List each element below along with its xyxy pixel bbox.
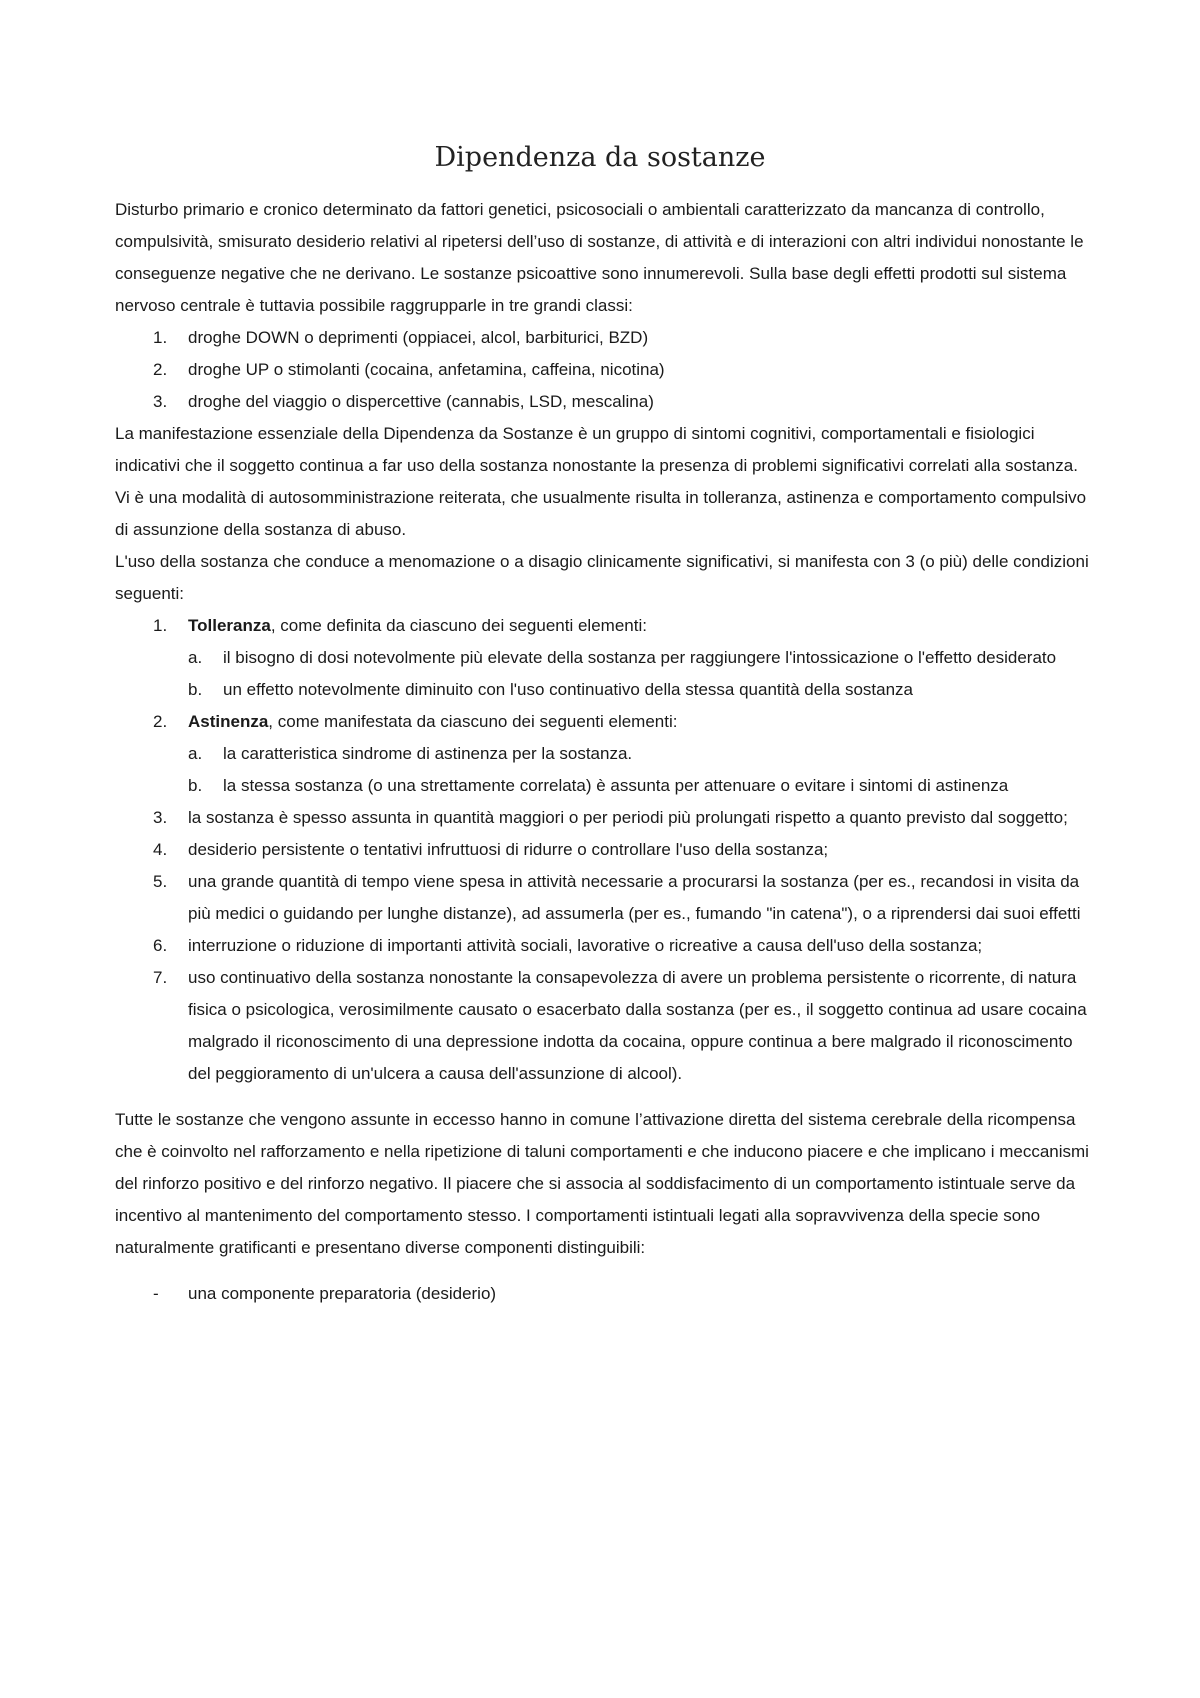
intro-paragraph: Disturbo primario e cronico determinato da fattori genetici, psicosociali o ambientali caratterizzato da mancanza di controllo, compulsività, smisurato desiderio relativi al ripetersi dell’uso di sostanze, di attività e di interazioni con altri individui nonostante le conseguenze negative che ne derivano. Le sostanze psicoattive sono innumerevoli. Sulla base degli effetti prodotti sul sistema nervoso centrale è tuttavia possibile raggrupparle in tre grandi classi: <box>115 200 1084 315</box>
document-body <box>115 194 1095 1310</box>
sub-item-text: un effetto notevolmente diminuito con l'uso continuativo della stessa quantità della sostanza <box>223 680 913 699</box>
sub-item <box>115 738 1095 770</box>
list-item <box>115 354 1095 386</box>
criterion-heading: Astinenza <box>188 712 269 731</box>
sub-letter: a. <box>188 744 203 763</box>
criterion-text: desiderio persistente o tentativi infruttuosi di ridurre o controllare l'uso della sostanza; <box>188 840 829 859</box>
sub-item <box>115 674 1095 706</box>
components-list <box>115 1278 1095 1310</box>
list-number: 3. <box>153 392 168 411</box>
criterion-item <box>115 866 1095 930</box>
list-number: 2. <box>153 712 168 731</box>
criterion-text: interruzione o riduzione di importanti attività sociali, lavorative o ricreative a causa dell'uso della sostanza; <box>188 936 983 955</box>
classes-list <box>115 322 1095 418</box>
list-item-text: droghe del viaggio o dispercettive (cannabis, LSD, mescalina) <box>188 392 654 411</box>
list-number: 1. <box>153 328 168 347</box>
criterion-text: , come definita da ciascuno dei seguenti elementi: <box>270 616 647 635</box>
criterion-text: uso continuativo della sostanza nonostante la consapevolezza di avere un problema persistente o ricorrente, di natura fisica o psicologica, verosimilmente causato o esacerbato dalla sostanza (per es., il soggetto continua ad usare cocaina malgrado il riconoscimento di una depressione indotta da cocaina, oppure continua a bere malgrado il riconoscimento del peggioramento di un'ulcera a causa dell'assunzione di alcool). <box>188 968 1087 1083</box>
criterion-item <box>115 802 1095 834</box>
sub-letter: b. <box>188 776 203 795</box>
list-item-text: droghe DOWN o deprimenti (oppiacei, alcol, barbiturici, BZD) <box>188 328 649 347</box>
spacer <box>115 1264 1095 1278</box>
manifest-paragraph: La manifestazione essenziale della Dipendenza da Sostanze è un gruppo di sintomi cognitivi, comportamentali e fisiologici indicativi che il soggetto continua a far uso della sostanza nonostante la presenza di problemi significativi correlati alla sostanza. Vi è una modalità di autosomministrazione reiterata, che usualmente risulta in tolleranza, astinenza e comportamento compulsivo di assunzione della sostanza di abuso. <box>115 424 1087 539</box>
document-title: Dipendenza da sostanze <box>434 142 766 173</box>
list-item-text: una componente preparatoria (desiderio) <box>188 1284 497 1303</box>
criterion-text: una grande quantità di tempo viene spesa in attività necessarie a procurarsi la sostanza (per es., recandosi in visita da più medici o guidando per lunghe distanze), ad assumerla (per es., fumando "in catena"), o a riprendersi dai suoi effetti <box>188 872 1081 923</box>
criterion-item <box>115 834 1095 866</box>
spacer <box>115 1090 1095 1104</box>
list-number: 5. <box>153 872 168 891</box>
reward-paragraph: Tutte le sostanze che vengono assunte in eccesso hanno in comune l’attivazione diretta del sistema cerebrale della ricompensa che è coinvolto nel rafforzamento e nella ripetizione di taluni comportamenti e che inducono piacere e che implicano i meccanismi del rinforzo positivo e del rinforzo negativo. Il piacere che si associa al soddisfacimento di un comportamento istintuale serve da incentivo al mantenimento del comportamento stesso. I comportamenti istintuali legati alla sopravvivenza della specie sono naturalmente gratificanti e presentano diverse componenti distinguibili: <box>115 1110 1089 1257</box>
criterion-text: la sostanza è spesso assunta in quantità maggiori o per periodi più prolungati rispetto a quanto previsto dal soggetto; <box>188 808 1068 827</box>
list-number: 1. <box>153 616 168 635</box>
criteria-intro-paragraph: L'uso della sostanza che conduce a menomazione o a disagio clinicamente significativi, si manifesta con 3 (o più) delle condizioni seguenti: <box>115 552 1089 603</box>
sub-item-text: la caratteristica sindrome di astinenza per la sostanza. <box>223 744 633 763</box>
criterion-tolerance <box>115 610 1095 642</box>
bullet-dash: - <box>153 1284 159 1303</box>
criterion-withdrawal <box>115 706 1095 738</box>
sub-letter: a. <box>188 648 203 667</box>
sub-item <box>115 770 1095 802</box>
criterion-text: , come manifestata da ciascuno dei seguenti elementi: <box>268 712 678 731</box>
sub-item <box>115 642 1095 674</box>
sub-item-text: il bisogno di dosi notevolmente più elevate della sostanza per raggiungere l'intossicazione o l'effetto desiderato <box>223 648 1057 667</box>
criterion-heading: Tolleranza <box>188 616 271 635</box>
sub-letter: b. <box>188 680 203 699</box>
sub-item-text: la stessa sostanza (o una strettamente correlata) è assunta per attenuare o evitare i sintomi di astinenza <box>223 776 1009 795</box>
list-item <box>115 386 1095 418</box>
criterion-item <box>115 930 1095 962</box>
list-number: 4. <box>153 840 168 859</box>
list-number: 2. <box>153 360 168 379</box>
list-number: 7. <box>153 968 168 987</box>
list-number: 3. <box>153 808 168 827</box>
list-item <box>115 1278 1095 1310</box>
criteria-list <box>115 610 1095 1090</box>
list-item-text: droghe UP o stimolanti (cocaina, anfetamina, caffeina, nicotina) <box>188 360 665 379</box>
criterion-item <box>115 962 1095 1090</box>
list-number: 6. <box>153 936 168 955</box>
list-item <box>115 322 1095 354</box>
